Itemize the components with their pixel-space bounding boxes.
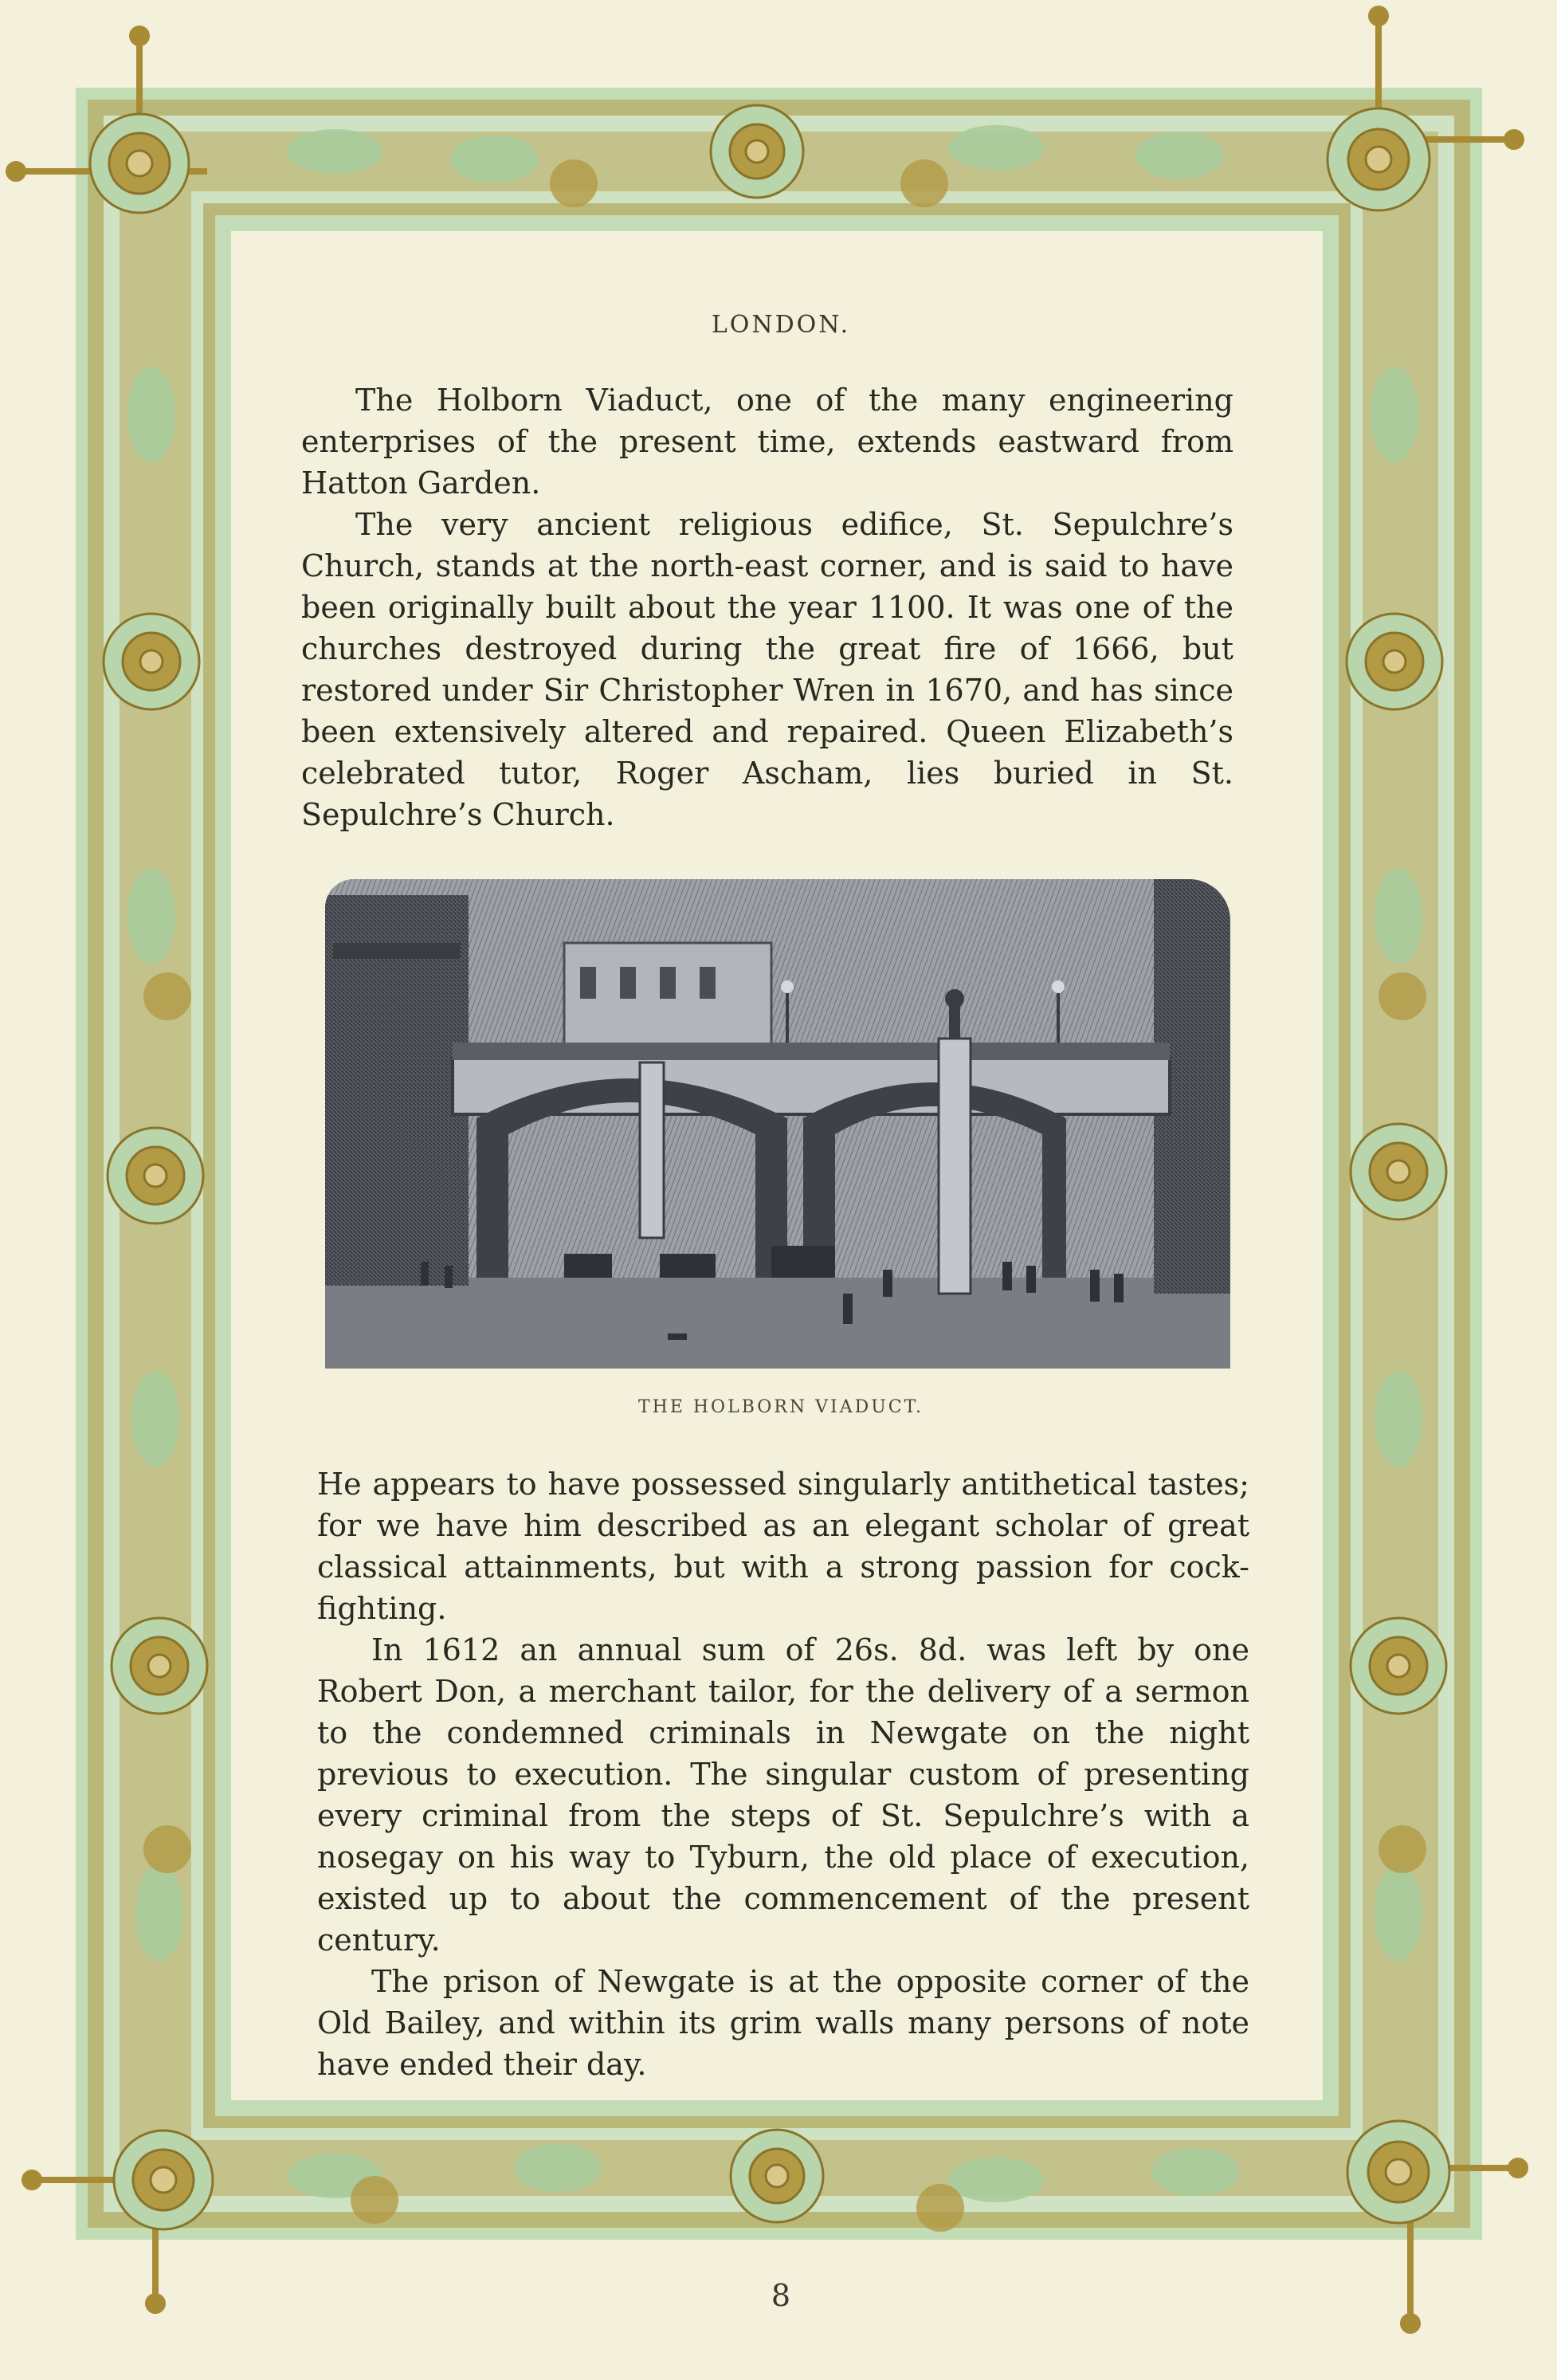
body-text-top <box>301 379 1233 835</box>
paragraph: In 1612 an annual sum of 26s. 8d. was left by one Robert Don, a merchant tailor, for the delivery of a sermon to the condemned criminals in Newgate on the night previous to execution. The singular custom of presenting every criminal from the steps of St. Sepulchre’s with a nosegay on his way to Tyburn, the old place of execution, existed up to about the commencement of the present century. <box>317 1632 1249 1958</box>
paragraph: The very ancient religious edifice, St. Sepulchre’s Church, stands at the north-east corner, and is said to have been originally built about the year 1100. It was one of the churches destroyed during the great fire of 1666, but restored under Sir Christopher Wren in 1670, and has since been extensively altered and repaired. Queen Elizabeth’s celebrated tutor, Roger Ascham, lies buried in St. Sepulchre’s Church. <box>301 507 1233 832</box>
running-header: LONDON. <box>711 311 851 339</box>
paragraph: The Holborn Viaduct, one of the many engineering enterprises of the present time, extends eastward from Hatton Garden. <box>301 383 1233 501</box>
paragraph: He appears to have possessed singularly antithetical tastes; for we have him described as an elegant scholar of great classical attainments, but with a strong passion for cock-fighting. <box>317 1467 1249 1626</box>
page-number: 8 <box>771 2278 791 2313</box>
body-text-bottom <box>317 1463 1249 2085</box>
holborn-viaduct-engraving <box>325 879 1230 1369</box>
illustration-caption: THE HOLBORN VIADUCT. <box>637 1397 924 1417</box>
paragraph: The prison of Newgate is at the opposite corner of the Old Bailey, and within its grim walls many persons of note have ended their day. <box>317 1964 1249 2082</box>
engraving-drawing <box>325 879 1230 1369</box>
